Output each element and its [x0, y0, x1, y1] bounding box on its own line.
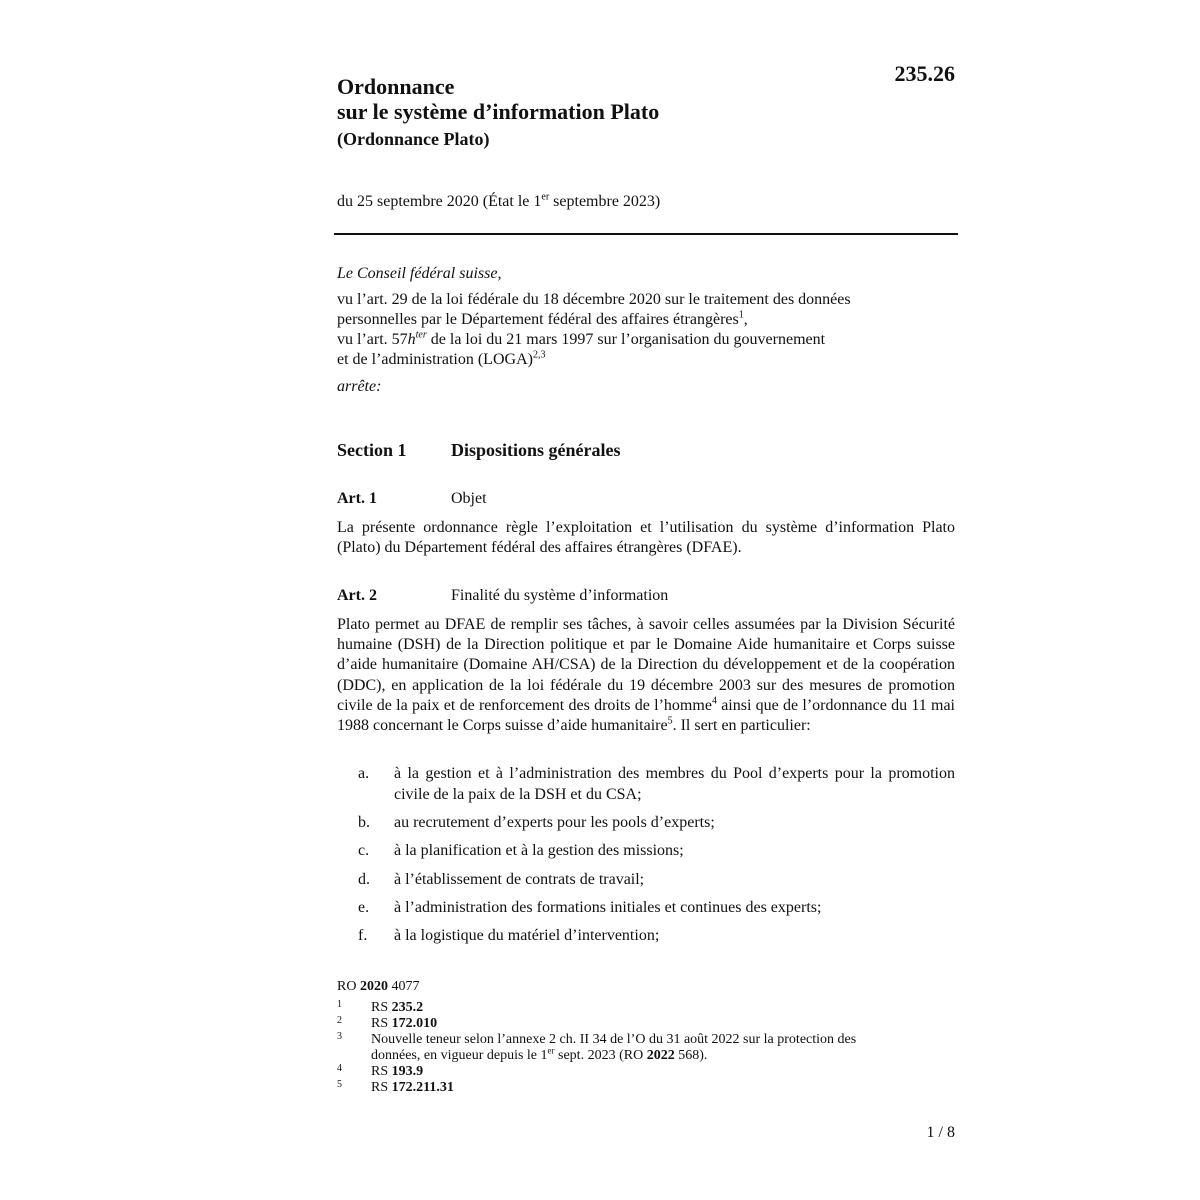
article-2-heading	[337, 587, 668, 605]
article-2-text: Plato permet au DFAE de remplir ses tâches, à savoir celles assumées par la Division Sécurité humaine (DSH) de la Direction politique et par le Domaine Aide humanitaire et Corps suisse d’aide humanitaire (Domaine AH/CSA) de la Direction du développement et de la coopération (DDC), en application de la loi fédérale du 19 décembre 2003 sur des mesures de promotion civile de la paix et de renforcement des droits de l’homme$^4$ ainsi que de l’ordonnance du 11 mai 1988 concernant le Corps suisse d’aide humanitaire$^5$. Il sert en particulier:	[337, 616, 955, 735]
document-date: du 25 septembre 2020 (État le 1er septembre 2023)	[337, 191, 661, 210]
footnote-ref[interactable]: 4	[711, 695, 717, 707]
article-1-text: La présente ordonnance règle l’exploitation et l’utilisation du système d’information Plato (Plato) du Département fédéral des affaires étrangères (DFAE).	[337, 519, 955, 557]
title-line-2: sur le système d’information Plato	[337, 99, 660, 124]
article-1-heading	[337, 490, 487, 508]
document-title	[337, 74, 659, 150]
article-title: Finalité du système d’information	[451, 587, 669, 604]
section-title: Dispositions générales	[451, 440, 621, 460]
title-line-1: Ordonnance	[337, 74, 455, 99]
header-divider	[334, 233, 958, 235]
document-number: 235.26	[894, 61, 955, 86]
article-title: Objet	[451, 490, 487, 507]
article-label: Art. 1	[337, 490, 377, 507]
preamble-line-4: et de l’administration (LOGA)$^{2,3}$	[337, 349, 546, 368]
footnote-ref[interactable]: 2,3	[532, 349, 546, 361]
section-label: Section 1	[337, 440, 407, 460]
preamble-authority: Le Conseil fédéral suisse,	[337, 265, 502, 282]
preamble-line-3: vu l’art. $57h^{ter}$ de la loi du 21 mars 1997 sur l’organisation du gouvernement	[337, 329, 826, 348]
official-collection-ref: RO 2020 4077	[337, 979, 420, 994]
footnote-ref[interactable]: 5	[667, 715, 673, 727]
preamble-line-2: personnelles par le Département fédéral des affaires étrangères$^1$,	[337, 309, 748, 328]
page-number: 1 / 8	[926, 1124, 955, 1141]
article-label: Art. 2	[337, 587, 377, 604]
title-short: (Ordonnance Plato)	[337, 129, 490, 149]
preamble-decree: arrête:	[337, 378, 382, 395]
section-heading	[337, 440, 621, 461]
preamble-line-1: vu l’art. 29 de la loi fédérale du 18 décembre 2020 sur le traitement des données	[337, 291, 851, 308]
footnote-ref[interactable]: 1	[738, 309, 744, 321]
